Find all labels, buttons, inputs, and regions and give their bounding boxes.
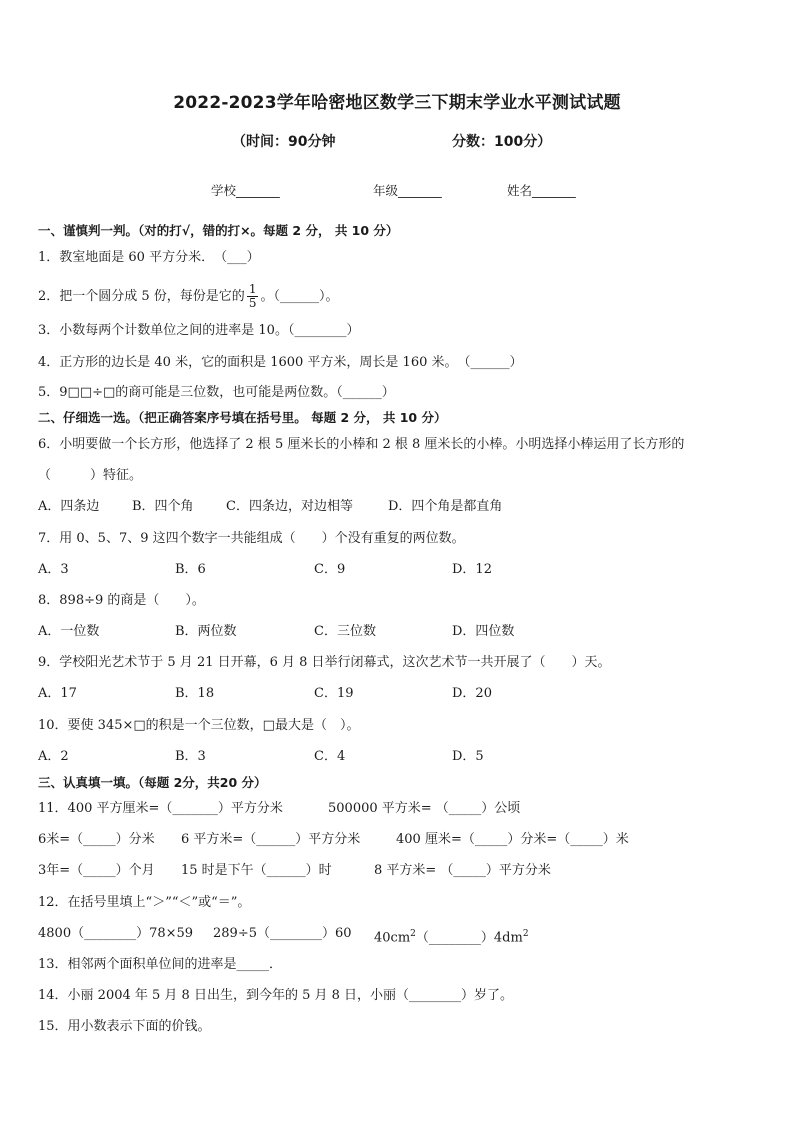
time-limit: （时间：90分钟 xyxy=(232,134,336,150)
school-field: 学校_______ xyxy=(211,183,280,198)
fraction xyxy=(247,283,259,310)
option-c: C．四条边，对边相等 xyxy=(226,499,353,514)
total-score: 分数：100分） xyxy=(452,134,552,150)
option-c: C．4 xyxy=(314,749,346,764)
question-2-text: 2．把一个圆分成 5 份，每份是它的 xyxy=(38,289,245,304)
option-a: A．2 xyxy=(38,749,69,764)
option-d: D．5 xyxy=(452,749,484,764)
compare-item-1: 4800（________）78×59 xyxy=(38,926,194,941)
question-6-line-2: （ ）特征。 xyxy=(38,468,143,483)
grade-field: 年级_______ xyxy=(373,183,442,198)
question-6-line-1: 6．小明要做一个长方形，他选择了 2 根 5 厘米长的小棒和 2 根 8 厘米长的小棒。小明选择小棒运用了长方形的 xyxy=(38,437,685,452)
section-2-heading: 二、仔细选一选。（把正确答案序号填在括号里。 每题 2 分， 共 10 分） xyxy=(38,410,447,425)
conversion-item: 8 平方米= （_____）平方分米 xyxy=(374,863,551,878)
fraction-numerator: 1 xyxy=(248,282,257,296)
option-a: A．一位数 xyxy=(38,624,100,639)
option-b: B．3 xyxy=(175,749,206,764)
question-5: 5．9□□÷□的商可能是三位数，也可能是两位数。（______） xyxy=(38,385,395,400)
conversion-item: 3年=（_____）个月 xyxy=(38,863,155,878)
compare-item-3 xyxy=(374,925,529,947)
question-14: 14．小丽 2004 年 5 月 8 日出生，到今年的 5 月 8 日，小丽（________）岁了。 xyxy=(38,988,514,1003)
question-10: 10．要使 345×□的积是一个三位数，□最大是（ ）。 xyxy=(38,718,360,733)
conversion-item: 15 时是下午（______）时 xyxy=(181,863,332,878)
option-d: D．20 xyxy=(452,686,492,701)
option-b: B．两位数 xyxy=(175,624,237,639)
option-a: A．3 xyxy=(38,562,69,577)
question-2-blank: 。（______）。 xyxy=(260,289,339,304)
conversion-item: 400 厘米=（_____）分米=（_____）米 xyxy=(396,832,629,847)
option-a: A．四条边 xyxy=(38,499,100,514)
option-d: D．12 xyxy=(452,562,492,577)
question-3: 3．小数每两个计数单位之间的进率是 10。（________） xyxy=(38,323,360,338)
name-field: 姓名_______ xyxy=(507,183,576,198)
exam-title: 2022-2023学年哈密地区数学三下期末学业水平测试试题 xyxy=(173,93,621,113)
option-c: C．9 xyxy=(314,562,346,577)
option-b: B．四个角 xyxy=(132,499,194,514)
fraction-denominator: 5 xyxy=(248,296,257,310)
section-3-heading: 三、认真填一填。（每题 2分，共20 分） xyxy=(38,775,267,790)
question-1: 1．教室地面是 60 平方分米． （___） xyxy=(38,250,260,265)
question-2 xyxy=(38,283,338,310)
conversion-item: 6 平方米=（______）平方分米 xyxy=(181,832,361,847)
question-12: 12．在括号里填上“＞”“＜”或“＝”。 xyxy=(38,895,251,910)
option-c: C．三位数 xyxy=(314,624,376,639)
question-8: 8．898÷9 的商是（ ）。 xyxy=(38,593,205,608)
superscript: 2 xyxy=(522,929,529,939)
option-c: C．19 xyxy=(314,686,354,701)
option-b: B．6 xyxy=(175,562,206,577)
conversion-item: 500000 平方米= （_____）公顷 xyxy=(328,801,521,816)
question-15: 15．用小数表示下面的价钱。 xyxy=(38,1019,211,1034)
compare-item-2: 289÷5（________）60 xyxy=(213,926,352,941)
option-b: B．18 xyxy=(175,686,215,701)
compare-left: 40cm xyxy=(374,930,411,946)
option-d: D．四个角是都直角 xyxy=(388,499,503,514)
question-4: 4．正方形的边长是 40 米，它的面积是 1600 平方米，周长是 160 米。 （______） xyxy=(38,355,523,370)
conversion-item: 6米=（_____）分米 xyxy=(38,832,155,847)
section-1-heading: 一、谨慎判一判。（对的打√，错的打×。每题 2 分， 共 10 分） xyxy=(38,223,399,238)
option-a: A．17 xyxy=(38,686,77,701)
option-d: D．四位数 xyxy=(452,624,515,639)
superscript: 2 xyxy=(410,929,416,939)
compare-right: （________）4dm xyxy=(415,930,523,946)
question-7: 7．用 0、5、7、9 这四个数字一共能组成（ ）个没有重复的两位数。 xyxy=(38,531,465,546)
question-9: 9．学校阳光艺术节于 5 月 21 日开幕，6 月 8 日举行闭幕式，这次艺术节一共开展了（ ）天。 xyxy=(38,655,611,670)
question-13: 13．相邻两个面积单位间的进率是_____． xyxy=(38,957,283,972)
conversion-item: 11．400 平方厘米=（_______）平方分米 xyxy=(38,801,283,816)
